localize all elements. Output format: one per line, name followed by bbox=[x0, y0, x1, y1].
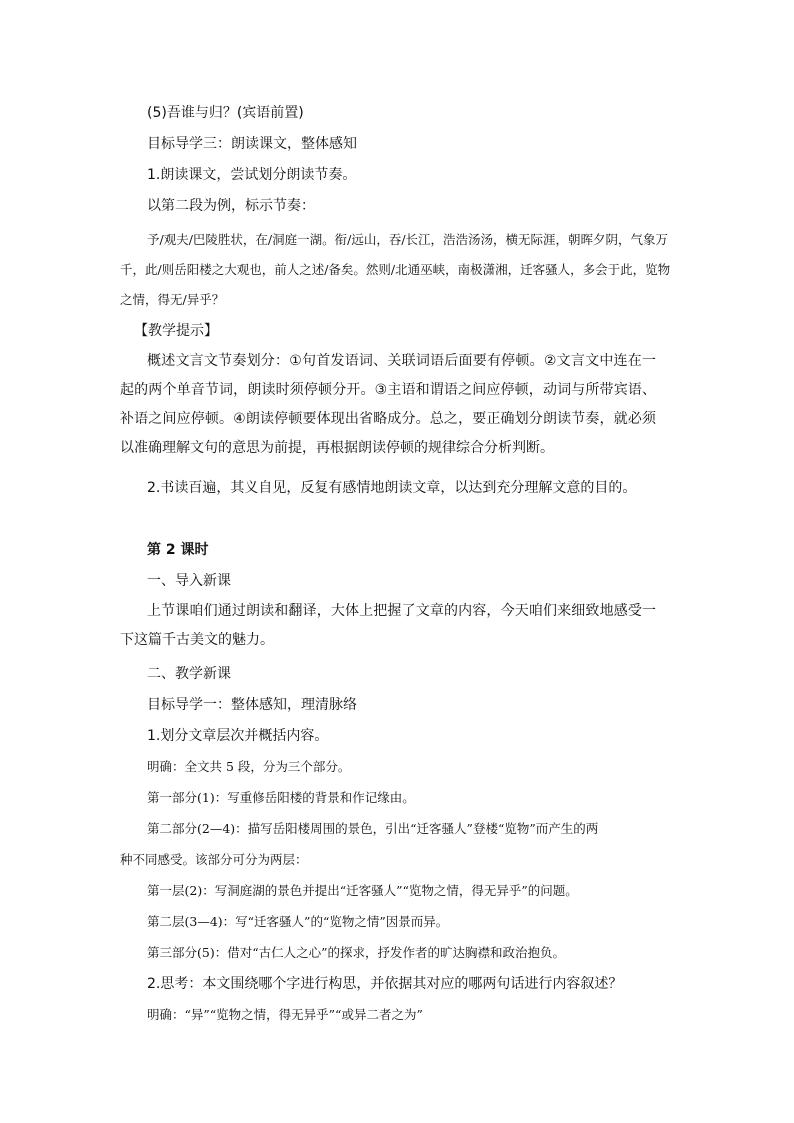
answer-1: 明确：全文共 5 段，分为三个部分。 bbox=[147, 759, 351, 774]
intro-paragraph: 上节课咱们通过朗读和翻译，大体上把握了文章的内容，今天咱们来细致地感受一下这篇千古美文的魅力。 bbox=[120, 603, 656, 648]
task-1-instruction: 以第二段为例，标示节奏： bbox=[147, 198, 315, 214]
section-1-heading: 一、导入新课 bbox=[147, 573, 231, 589]
section-2-heading: 二、教学新课 bbox=[147, 666, 231, 682]
goal-heading-1: 目标导学一：整体感知，理清脉络 bbox=[147, 697, 357, 713]
task-1: 1.朗读课文，尝试划分朗读节奏。 bbox=[147, 167, 357, 183]
question-2: 2.思考：本文围绕哪个字进行构思，并依据其对应的哪两句话进行内容叙述？ bbox=[147, 976, 623, 992]
example-item-5: (5)吾谁与归？(宾语前置) bbox=[147, 105, 304, 121]
question-1: 1.划分文章层次并概括内容。 bbox=[147, 728, 329, 744]
part-2-cont: 种不同感受。该部分可分为两层： bbox=[120, 852, 308, 867]
part-2: 第二部分(2—4)：描写岳阳楼周围的景色，引出“迁客骚人”登楼“览物”而产生的两 bbox=[147, 821, 599, 836]
teaching-hint-body: 概述文言文节奏划分：①句首发语词、关联词语后面要有停顿。②文言文中连在一起的两个单音节词，朗读时须停顿分开。③主语和谓语之间应停顿，动词与所带宾语、补语之间应停顿。④朗读停顿要体现出省略成分。总之，要正确划分朗读节奏，就必须以准确理解文句的意思为前提，再根据朗读停顿的规律综合分析判断。 bbox=[120, 353, 656, 456]
teaching-hint-title: 【教学提示】 bbox=[134, 323, 218, 339]
lesson-2-heading: 第 2 课时 bbox=[147, 542, 209, 558]
goal-heading-3: 目标导学三：朗读课文，整体感知 bbox=[147, 136, 357, 152]
task-2: 2.书读百遍，其义自见，反复有感情地朗读文章，以达到充分理解文意的目的。 bbox=[147, 480, 637, 496]
part-3: 第三部分(5)：借对“古仁人之心”的探求，抒发作者的旷达胸襟和政治抱负。 bbox=[147, 945, 565, 960]
part-2-layer-2: 第二层(3—4)：写“迁客骚人”的“览物之情”因景而异。 bbox=[147, 914, 449, 929]
answer-2: 明确：“异”“览物之情，得无异乎”“或异二者之为” bbox=[147, 1007, 423, 1022]
part-2-layer-1: 第一层(2)：写洞庭湖的景色并提出“迁客骚人”“览物之情，得无异乎”的问题。 bbox=[147, 883, 578, 898]
rhythm-example-passage: 予/观夫/巴陵胜状，在/洞庭一湖。衔/远山，吞/长江，浩浩汤汤，横无际涯，朝晖夕阴，气象万千，此/则岳阳楼之大观也，前人之述/备矣。然则/北通巫峡，南极潇湘，迁客骚人，多会于此，览物之情，得无/异乎？ bbox=[120, 232, 671, 307]
part-1: 第一部分(1)：写重修岳阳楼的背景和作记缘由。 bbox=[147, 790, 415, 805]
